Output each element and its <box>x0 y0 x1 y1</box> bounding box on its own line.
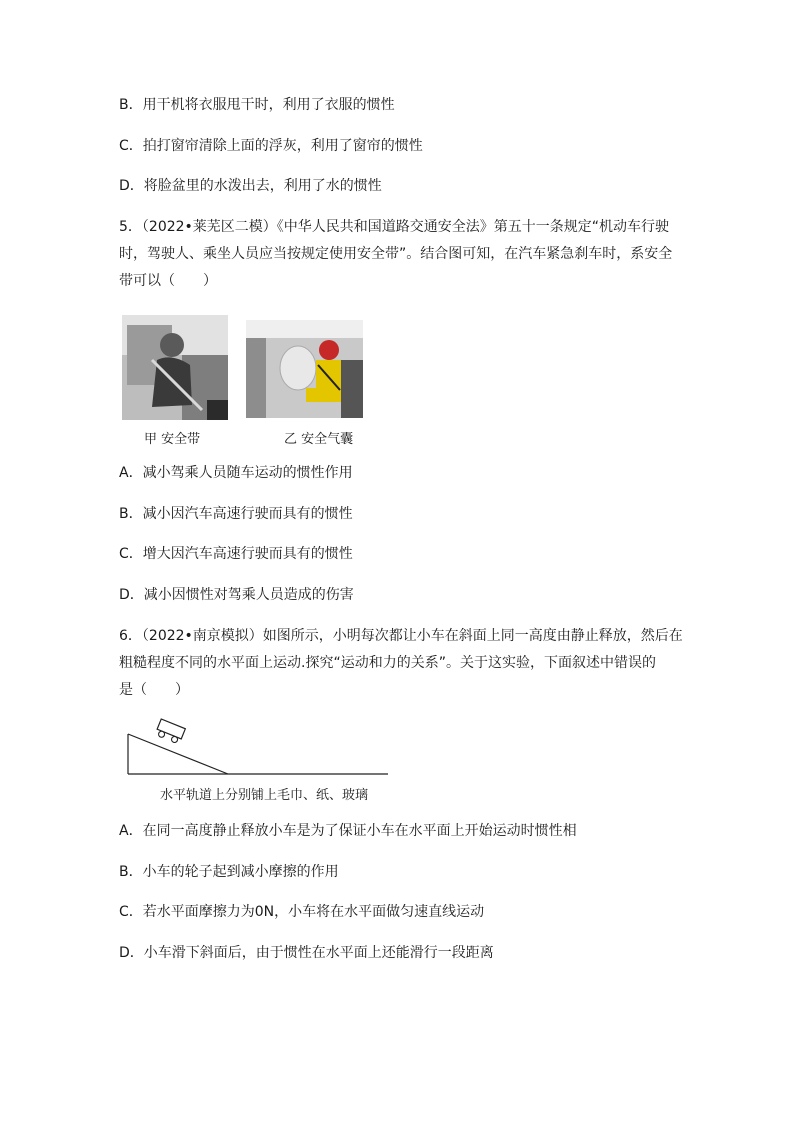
q5-option-a: A．减小驾乘人员随车运动的惯性作用 <box>119 465 353 481</box>
airbag-caption: 乙 安全气囊 <box>284 432 354 447</box>
q4-option-d: D．将脸盆里的水泼出去，利用了水的惯性 <box>119 178 382 194</box>
q6-stem-line-1: 6．（2022•南京模拟）如图所示，小明每次都让小车在斜面上同一高度由静止释放，然后在 <box>119 628 683 644</box>
q5-option-b: B．减小因汽车高速行驶而具有的惯性 <box>119 506 353 522</box>
q6-option-c: C．若水平面摩擦力为0N，小车将在水平面做匀速直线运动 <box>119 904 485 920</box>
q5-stem-line-3: 带可以（ ） <box>119 273 217 289</box>
q4-option-c: C．拍打窗帘清除上面的浮灰，利用了窗帘的惯性 <box>119 138 423 154</box>
airbag-photo <box>246 320 363 418</box>
incline-caption: 水平轨道上分别铺上毛巾、纸、玻璃 <box>160 788 369 803</box>
q6-option-a: A．在同一高度静止释放小车是为了保证小车在水平面上开始运动时惯性相 <box>119 823 577 839</box>
seatbelt-photo <box>122 315 228 420</box>
incline-diagram <box>120 718 392 778</box>
q6-stem-line-2: 粗糙程度不同的水平面上运动.探究“运动和力的关系”。关于这实验，下面叙述中错误的 <box>119 655 656 671</box>
q6-option-b: B．小车的轮子起到减小摩擦的作用 <box>119 864 339 880</box>
seatbelt-caption: 甲 安全带 <box>144 432 201 447</box>
cart-icon <box>155 719 185 745</box>
q4-option-b: B．用干机将衣服甩干时，利用了衣服的惯性 <box>119 97 395 113</box>
q5-stem-line-2: 时，驾驶人、乘坐人员应当按规定使用安全带”。结合图可知，在汽车紧急刹车时，系安全 <box>119 246 673 262</box>
q5-stem-line-1: 5．（2022•莱芜区二模）《中华人民共和国道路交通安全法》第五十一条规定“机动车行驶 <box>119 219 670 235</box>
q6-option-d: D．小车滑下斜面后，由于惯性在水平面上还能滑行一段距离 <box>119 945 494 961</box>
q5-option-d: D．减小因惯性对驾乘人员造成的伤害 <box>119 587 354 603</box>
q6-stem-line-3: 是（ ） <box>119 682 189 698</box>
q5-option-c: C．增大因汽车高速行驶而具有的惯性 <box>119 546 353 562</box>
